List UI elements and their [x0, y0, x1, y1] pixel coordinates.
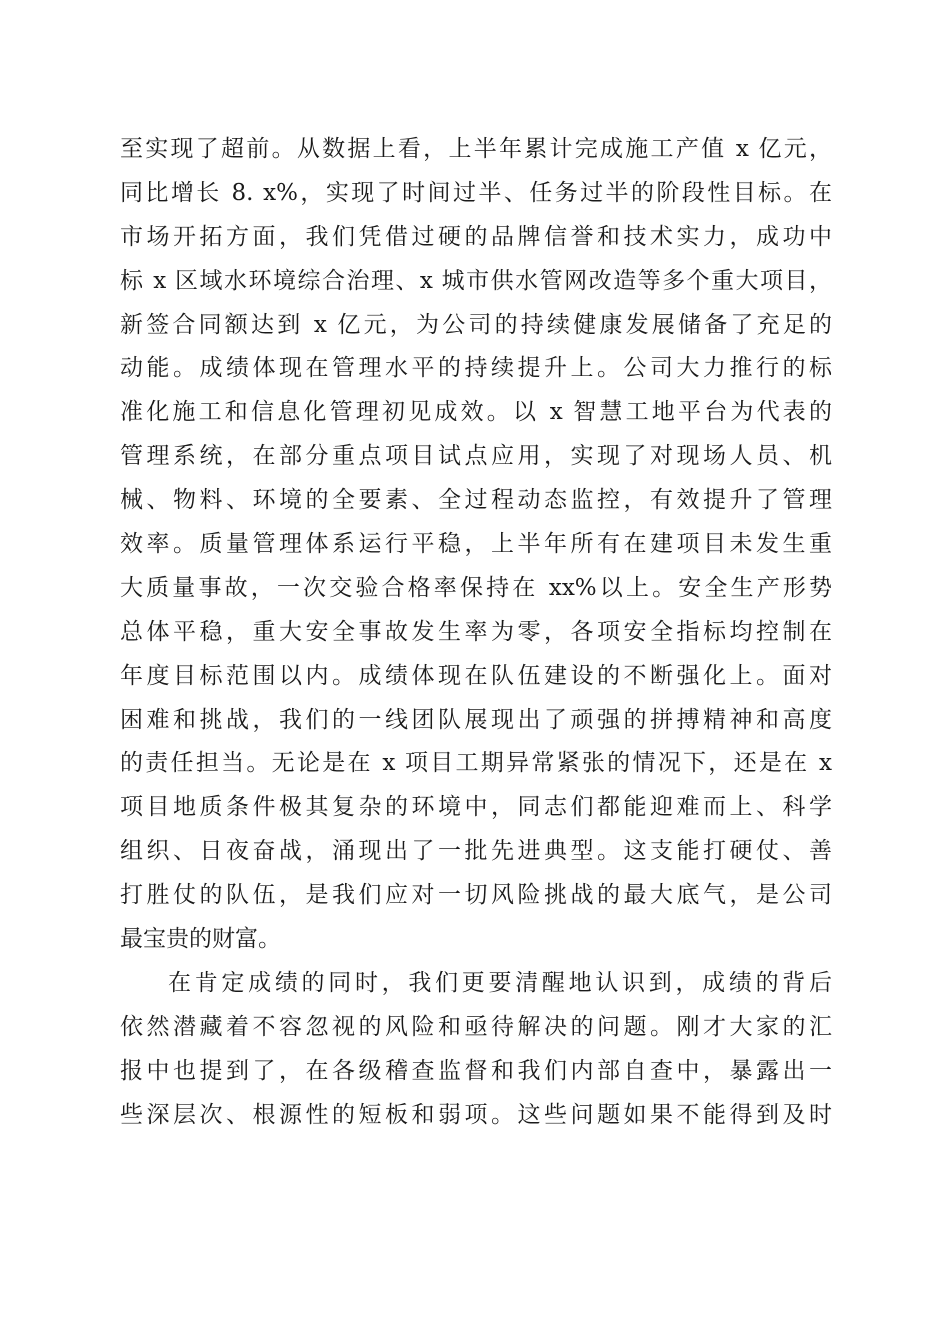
paragraph-line: 组织、日夜奋战，涌现出了一批先进典型。这支能打硬仗、善 — [120, 838, 832, 865]
paragraph-line: 管理系统，在部分重点项目试点应用，实现了对现场人员、机 — [120, 443, 832, 470]
document-body — [120, 128, 832, 1137]
paragraph-line: 大质量事故，一次交验合格率保持在 xx%以上。安全生产形势 — [120, 574, 832, 601]
paragraph-line: 效率。质量管理体系运行平稳，上半年所有在建项目未发生重 — [120, 531, 832, 558]
paragraph-line: 准化施工和信息化管理初见成效。以 x 智慧工地平台为代表的 — [120, 399, 832, 426]
paragraph-line: 市场开拓方面，我们凭借过硬的品牌信誉和技术实力，成功中 — [120, 223, 832, 250]
paragraph-2 — [120, 962, 832, 1138]
paragraph-line: 新签合同额达到 x 亿元，为公司的持续健康发展储备了充足的 — [120, 311, 832, 338]
paragraph-line: 的责任担当。无论是在 x 项目工期异常紧张的情况下，还是在 x — [120, 750, 832, 777]
paragraph-line: 最宝贵的财富。 — [120, 926, 281, 953]
paragraph-line: 年度目标范围以内。成绩体现在队伍建设的不断强化上。面对 — [120, 662, 832, 689]
paragraph-line: 同比增长 8. x%，实现了时间过半、任务过半的阶段性目标。在 — [120, 179, 832, 206]
paragraph-line: 总体平稳，重大安全事故发生率为零，各项安全指标均控制在 — [120, 618, 832, 645]
paragraph-1 — [120, 128, 832, 962]
paragraph-line: 标 x 区域水环境综合治理、x 城市供水管网改造等多个重大项目， — [120, 267, 832, 294]
paragraph-line: 在肯定成绩的同时，我们更要清醒地认识到，成绩的背后 — [168, 969, 832, 996]
paragraph-line: 依然潜藏着不容忽视的风险和亟待解决的问题。刚才大家的汇 — [120, 1013, 832, 1040]
paragraph-line: 困难和挑战，我们的一线团队展现出了顽强的拼搏精神和高度 — [120, 706, 832, 733]
paragraph-line: 械、物料、环境的全要素、全过程动态监控，有效提升了管理 — [120, 487, 832, 514]
paragraph-line: 报中也提到了，在各级稽查监督和我们内部自查中，暴露出一 — [120, 1057, 832, 1084]
paragraph-line: 些深层次、根源性的短板和弱项。这些问题如果不能得到及时 — [120, 1101, 832, 1128]
paragraph-line: 项目地质条件极其复杂的环境中，同志们都能迎难而上、科学 — [120, 794, 832, 821]
paragraph-line: 动能。成绩体现在管理水平的持续提升上。公司大力推行的标 — [120, 355, 832, 382]
paragraph-line: 打胜仗的队伍，是我们应对一切风险挑战的最大底气，是公司 — [120, 882, 832, 909]
paragraph-line: 至实现了超前。从数据上看，上半年累计完成施工产值 x 亿元， — [120, 136, 832, 162]
